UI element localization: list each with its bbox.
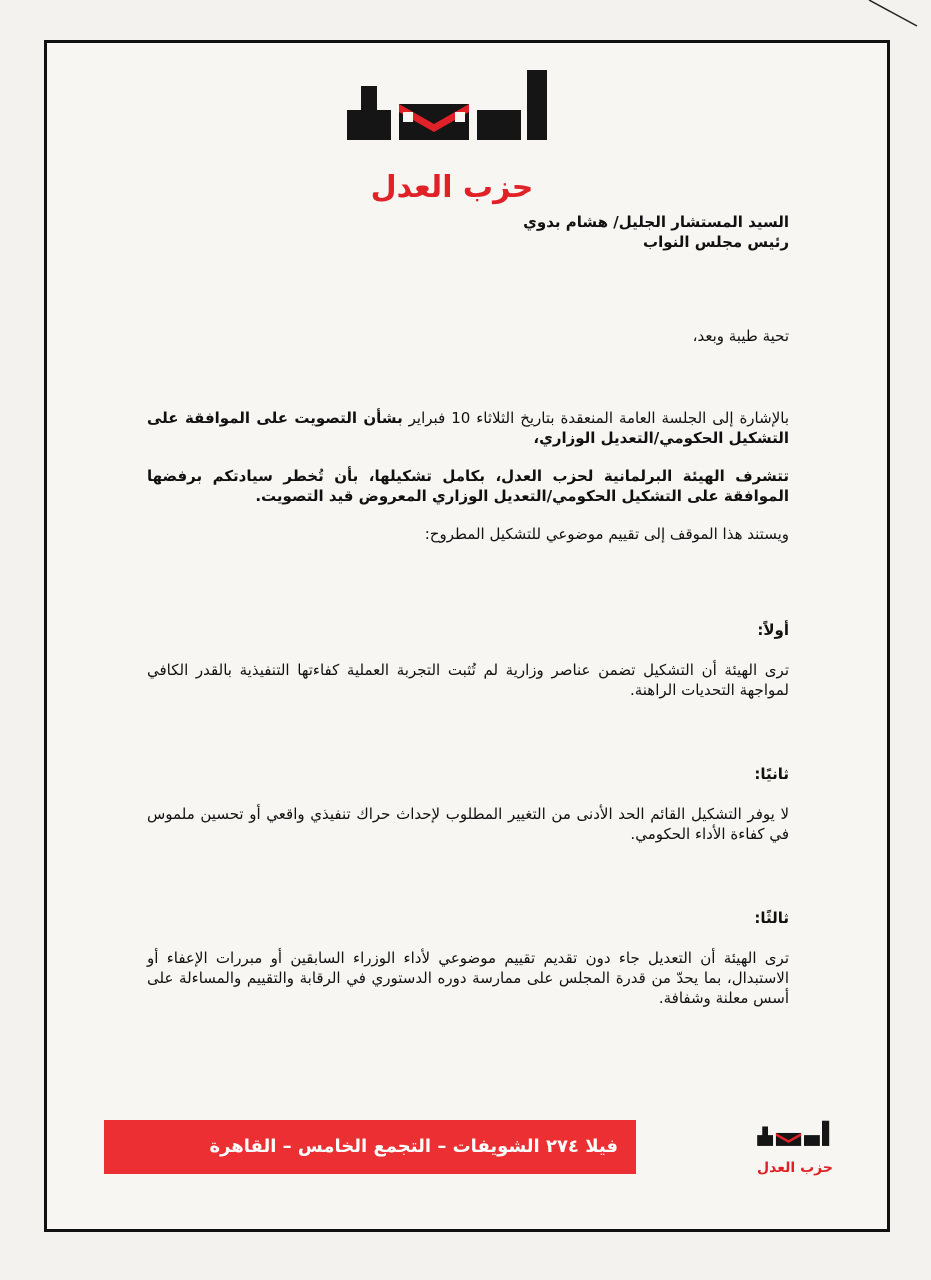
footer-logo-mark xyxy=(750,1120,840,1156)
point-3-heading: ثالثًا: xyxy=(754,909,789,927)
footer-address: فيلا ٢٧٤ الشويفات – التجمع الخامس – القاهرة xyxy=(104,1120,636,1174)
party-name-text: حزب العدل xyxy=(370,170,534,205)
point-3-text: ترى الهيئة أن التعديل جاء دون تقديم تقييم موضوعي لأداء الوزراء السابقين أو مبررات الإعفاء أو الاستبدال، بما يحدّ من قدرة المجلس على ممارسة دوره الدستوري في الرقابة والتقييم والمساءلة على أسس معلنة وشفافة. xyxy=(147,949,789,1007)
point-2-text: لا يوفر التشكيل القائم الحد الأدنى من التغيير المطلوب لإحداث حراك تنفيذي واقعي أو تحسين ملموس في كفاءة الأداء الحكومي. xyxy=(147,805,789,843)
point-1-text: ترى الهيئة أن التشكيل تضمن عناصر وزارية لم تُثبت التجربة العملية كفاءتها التنفيذية بالقدر الكافي لمواجهة التحديات الراهنة. xyxy=(147,661,789,699)
footer-party-name: حزب العدل xyxy=(757,1160,833,1176)
recipient-name: السيد المستشار الجليل/ هشام بدوي xyxy=(523,213,789,231)
letter-frame xyxy=(44,40,890,1232)
corner-mark xyxy=(851,0,931,40)
recipient-title: رئيس مجلس النواب xyxy=(643,233,789,251)
point-1-heading: أولاً: xyxy=(757,621,789,639)
party-logo xyxy=(347,68,557,208)
party-logo-mark xyxy=(347,68,557,168)
greeting: تحية طيبة وبعد، xyxy=(692,327,789,345)
basis-line: ويستند هذا الموقف إلى تقييم موضوعي للتشكيل المطروح: xyxy=(424,525,789,543)
intro-paragraph xyxy=(147,408,789,448)
footer-logo xyxy=(740,1120,850,1176)
footer xyxy=(104,1120,850,1176)
intro-part2: بشأن التصويت على الموافقة على التشكيل الحكومي/التعديل الوزاري، xyxy=(147,409,789,447)
rejection-statement: تتشرف الهيئة البرلمانية لحزب العدل، بكامل تشكيلها، بأن تُخطر سيادتكم برفضها الموافقة على التشكيل الحكومي/التعديل الوزاري المعروض قيد التصويت. xyxy=(147,467,789,505)
letter-body xyxy=(147,208,789,1008)
intro-part1: بالإشارة إلى الجلسة العامة المنعقدة بتاريخ الثلاثاء 10 فبراير xyxy=(408,409,789,427)
point-2-heading: ثانيًا: xyxy=(754,765,789,783)
